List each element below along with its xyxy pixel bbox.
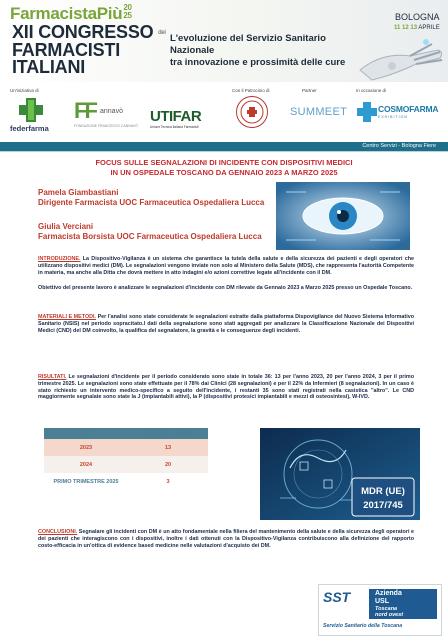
location-text: Centro Servizi - Bologna Fiere bbox=[362, 143, 436, 149]
author-2-name: Giulia Verciani bbox=[38, 222, 94, 231]
partner-label: Partner bbox=[302, 88, 317, 93]
table-header-cell: N. SEGNALAZIONI bbox=[128, 428, 208, 439]
summeet-logo: SUMMEET bbox=[290, 106, 348, 118]
table-cell-count: 3 bbox=[128, 473, 208, 490]
divider bbox=[0, 151, 448, 152]
digital-eye-image bbox=[276, 182, 410, 250]
author-1-name: Pamela Giambastiani bbox=[38, 188, 119, 197]
initiative-label: Un'iniziativa di bbox=[10, 88, 39, 93]
title-line-1: FOCUS SULLE SEGNALAZIONI DI INCIDENTE CON DISPOSITIVI MEDICI bbox=[95, 158, 353, 167]
utifar-logo bbox=[150, 108, 201, 129]
patronage-label: Con il Patrocinio di bbox=[232, 88, 270, 93]
methods-text: Per l'analisi sono state considerate le segnalazioni estratte dalla piattaforma Dispovigilance del Nuovo Sistema Informativo Sanitario (NSIS) nel periodo sopracitato.I dati della segnalazione sono stati aggregati per analizzare la Classificazione Nazionale dei Dispositivi Medici (CND) del DM coinvolto, la qualifica del segnalatore, la gravità e le conseguenze degli incidenti. bbox=[38, 314, 414, 334]
cosmofarma-logo bbox=[356, 100, 440, 130]
federfarma-logo bbox=[8, 96, 62, 136]
conclusions-text: Segnalare gli incidenti con DM è un atto fondamentale nella filiera del mantenimento della salute e della sicurezza degli operatori e dei pazienti che interagiscono con i dispositivi, inoltre i dati ottenuti con la Dispositivo-Vigilanza contribuiscono alla definizione del rapporto costo-efficacia in un'ottica di evidence based medicine nelle valutazioni d'acquisto dei DM. bbox=[38, 529, 414, 549]
mdr-medical-device-image bbox=[260, 428, 420, 520]
tagline-line-2: tra innovazione e prossimità delle cure bbox=[170, 57, 346, 68]
occasion-label: In occasione di bbox=[356, 88, 387, 93]
federfarma-cross-icon bbox=[8, 96, 62, 124]
usl-toscana: Toscana bbox=[375, 606, 398, 612]
table-cell-period: 2023 bbox=[44, 439, 128, 456]
introduction-section bbox=[38, 256, 414, 276]
utifar-caption: Unione Tecnica Italiana Farmacisti bbox=[150, 125, 199, 129]
congress-line-1: XII CONGRESSO bbox=[12, 22, 154, 42]
fondazione-cannavo-logo bbox=[74, 98, 140, 134]
event-days: 11 12 13 bbox=[394, 25, 418, 31]
ff-caption: FONDAZIONE FRANCESCO CANNAVÒ bbox=[74, 124, 138, 128]
mdr-badge-line-1: MDR (UE) bbox=[361, 486, 405, 497]
ff-monogram: FF bbox=[74, 98, 95, 123]
usl-text: USL bbox=[375, 598, 389, 605]
congress-line-2: FARMACISTI bbox=[12, 39, 120, 60]
sst-text: SST bbox=[323, 589, 351, 605]
table-header-cell: ANNO bbox=[44, 428, 128, 439]
location-bar bbox=[0, 142, 448, 151]
table-header-row bbox=[44, 428, 208, 439]
cosmofarma-sub: EXHIBITION bbox=[378, 115, 408, 119]
methods-label: MATERIALI E METODI. bbox=[38, 314, 97, 320]
event-city: BOLOGNA bbox=[395, 12, 440, 22]
ssn-text: Servizio Sanitario della Toscana bbox=[323, 623, 403, 629]
results-section bbox=[38, 374, 414, 401]
ff-sub: annavò bbox=[100, 108, 123, 115]
results-label: RISULTATI. bbox=[38, 374, 67, 380]
author-1-role: Dirigente Farmacista UOC Farmaceutica Ospedaliera Lucca bbox=[38, 198, 265, 207]
brand-logo bbox=[10, 4, 132, 24]
table-row bbox=[44, 456, 208, 473]
usl-azienda: Azienda bbox=[375, 590, 402, 597]
patronage-seal bbox=[236, 96, 268, 128]
federfarma-text: federfarma bbox=[10, 124, 49, 133]
brand-year-top: 20 bbox=[123, 3, 132, 12]
table-row bbox=[44, 439, 208, 456]
usl-toscana-logo bbox=[318, 584, 442, 636]
event-month: APRILE bbox=[418, 25, 440, 31]
table-cell-period: PRIMO TRIMESTRE 2025 bbox=[44, 473, 128, 490]
usl-nord-ovest: nord ovest bbox=[375, 612, 404, 618]
introduction-text: La Dispositivo-Vigilanza è un sistema che garantisce la tutela della salute e della sicurezza dei pazienti e degli operatori che utilizzano dispositivi medici (DM). Le segnalazioni vengono inviate non solo al Ministero della Salute (MDS), che rappresenta l'autorità Competente in materia, ma anche alla Ditta che dovrà mettere in atto indagini e/o azioni correttive legate all'incidente con il DM. bbox=[38, 256, 414, 276]
reports-table bbox=[44, 428, 208, 490]
table-cell-count: 13 bbox=[128, 439, 208, 456]
methods-section bbox=[38, 314, 414, 334]
congress-title bbox=[12, 24, 166, 76]
conclusions-label: CONCLUSIONI. bbox=[38, 529, 78, 535]
objective-paragraph: Obiettivo del presente lavoro è analizzare le segnalazioni d'incidente con DM rilevate da Gennaio 2023 a Marzo 2025 presso un Ospedale Toscano. bbox=[38, 285, 413, 291]
poster-title bbox=[30, 158, 418, 178]
title-line-2: IN UN OSPEDALE TOSCANO DA GENNAIO 2023 A MARZO 2025 bbox=[110, 168, 338, 177]
table-cell-count: 20 bbox=[128, 456, 208, 473]
congress-line-3: ITALIANI bbox=[12, 56, 86, 77]
cosmofarma-cross-icon bbox=[356, 100, 378, 124]
robot-hand-illustration bbox=[352, 30, 448, 82]
table-cell-period: 2024 bbox=[44, 456, 128, 473]
seal-icon bbox=[237, 97, 267, 127]
congress-dei: dei bbox=[158, 29, 166, 36]
results-text: Le segnalazioni d'incidente per il periodo considerato sono state in totale 36: 13 per l'anno 2023, 20 per l'anno 2024, 3 per il primo trimestre 2025. Le segnalazioni sono state effettuate per il 78% dai Clinici (28 segnalazioni) e per il 22% da Infermieri (8 segnalazioni). In un caso è stato richiesto un intervento medico-specifico a seguito dell'incidente, i restanti 35 sono stati registrati nella casistica "altro". Le CND maggiormente segnalate sono state la J (impiantabili attivi), la P (dispositivi protesici impiantabili e mezzi di osteosintesi), W-IVD. bbox=[38, 374, 414, 401]
table-row bbox=[44, 473, 208, 490]
cosmofarma-text: COSMOFARMA bbox=[378, 104, 439, 114]
brand-year-bottom: 25 bbox=[123, 11, 132, 20]
conclusions-section bbox=[38, 529, 414, 549]
mdr-badge-line-2: 2017/745 bbox=[363, 500, 403, 511]
utifar-text: UTIFAR bbox=[150, 108, 202, 125]
tagline-line-1: L'evoluzione del Servizio Sanitario Nazionale bbox=[170, 33, 326, 56]
partners-strip bbox=[0, 82, 448, 140]
brand-year bbox=[123, 4, 131, 20]
introduction-label: INTRODUZIONE. bbox=[38, 256, 81, 262]
author-2-role: Farmacista Borsista UOC Farmaceutica Ospedaliera Lucca bbox=[38, 232, 262, 241]
usl-box bbox=[369, 589, 437, 619]
congress-tagline bbox=[170, 33, 370, 69]
poster-header bbox=[0, 0, 448, 82]
brand-name: FarmacistaPiù bbox=[10, 4, 123, 23]
